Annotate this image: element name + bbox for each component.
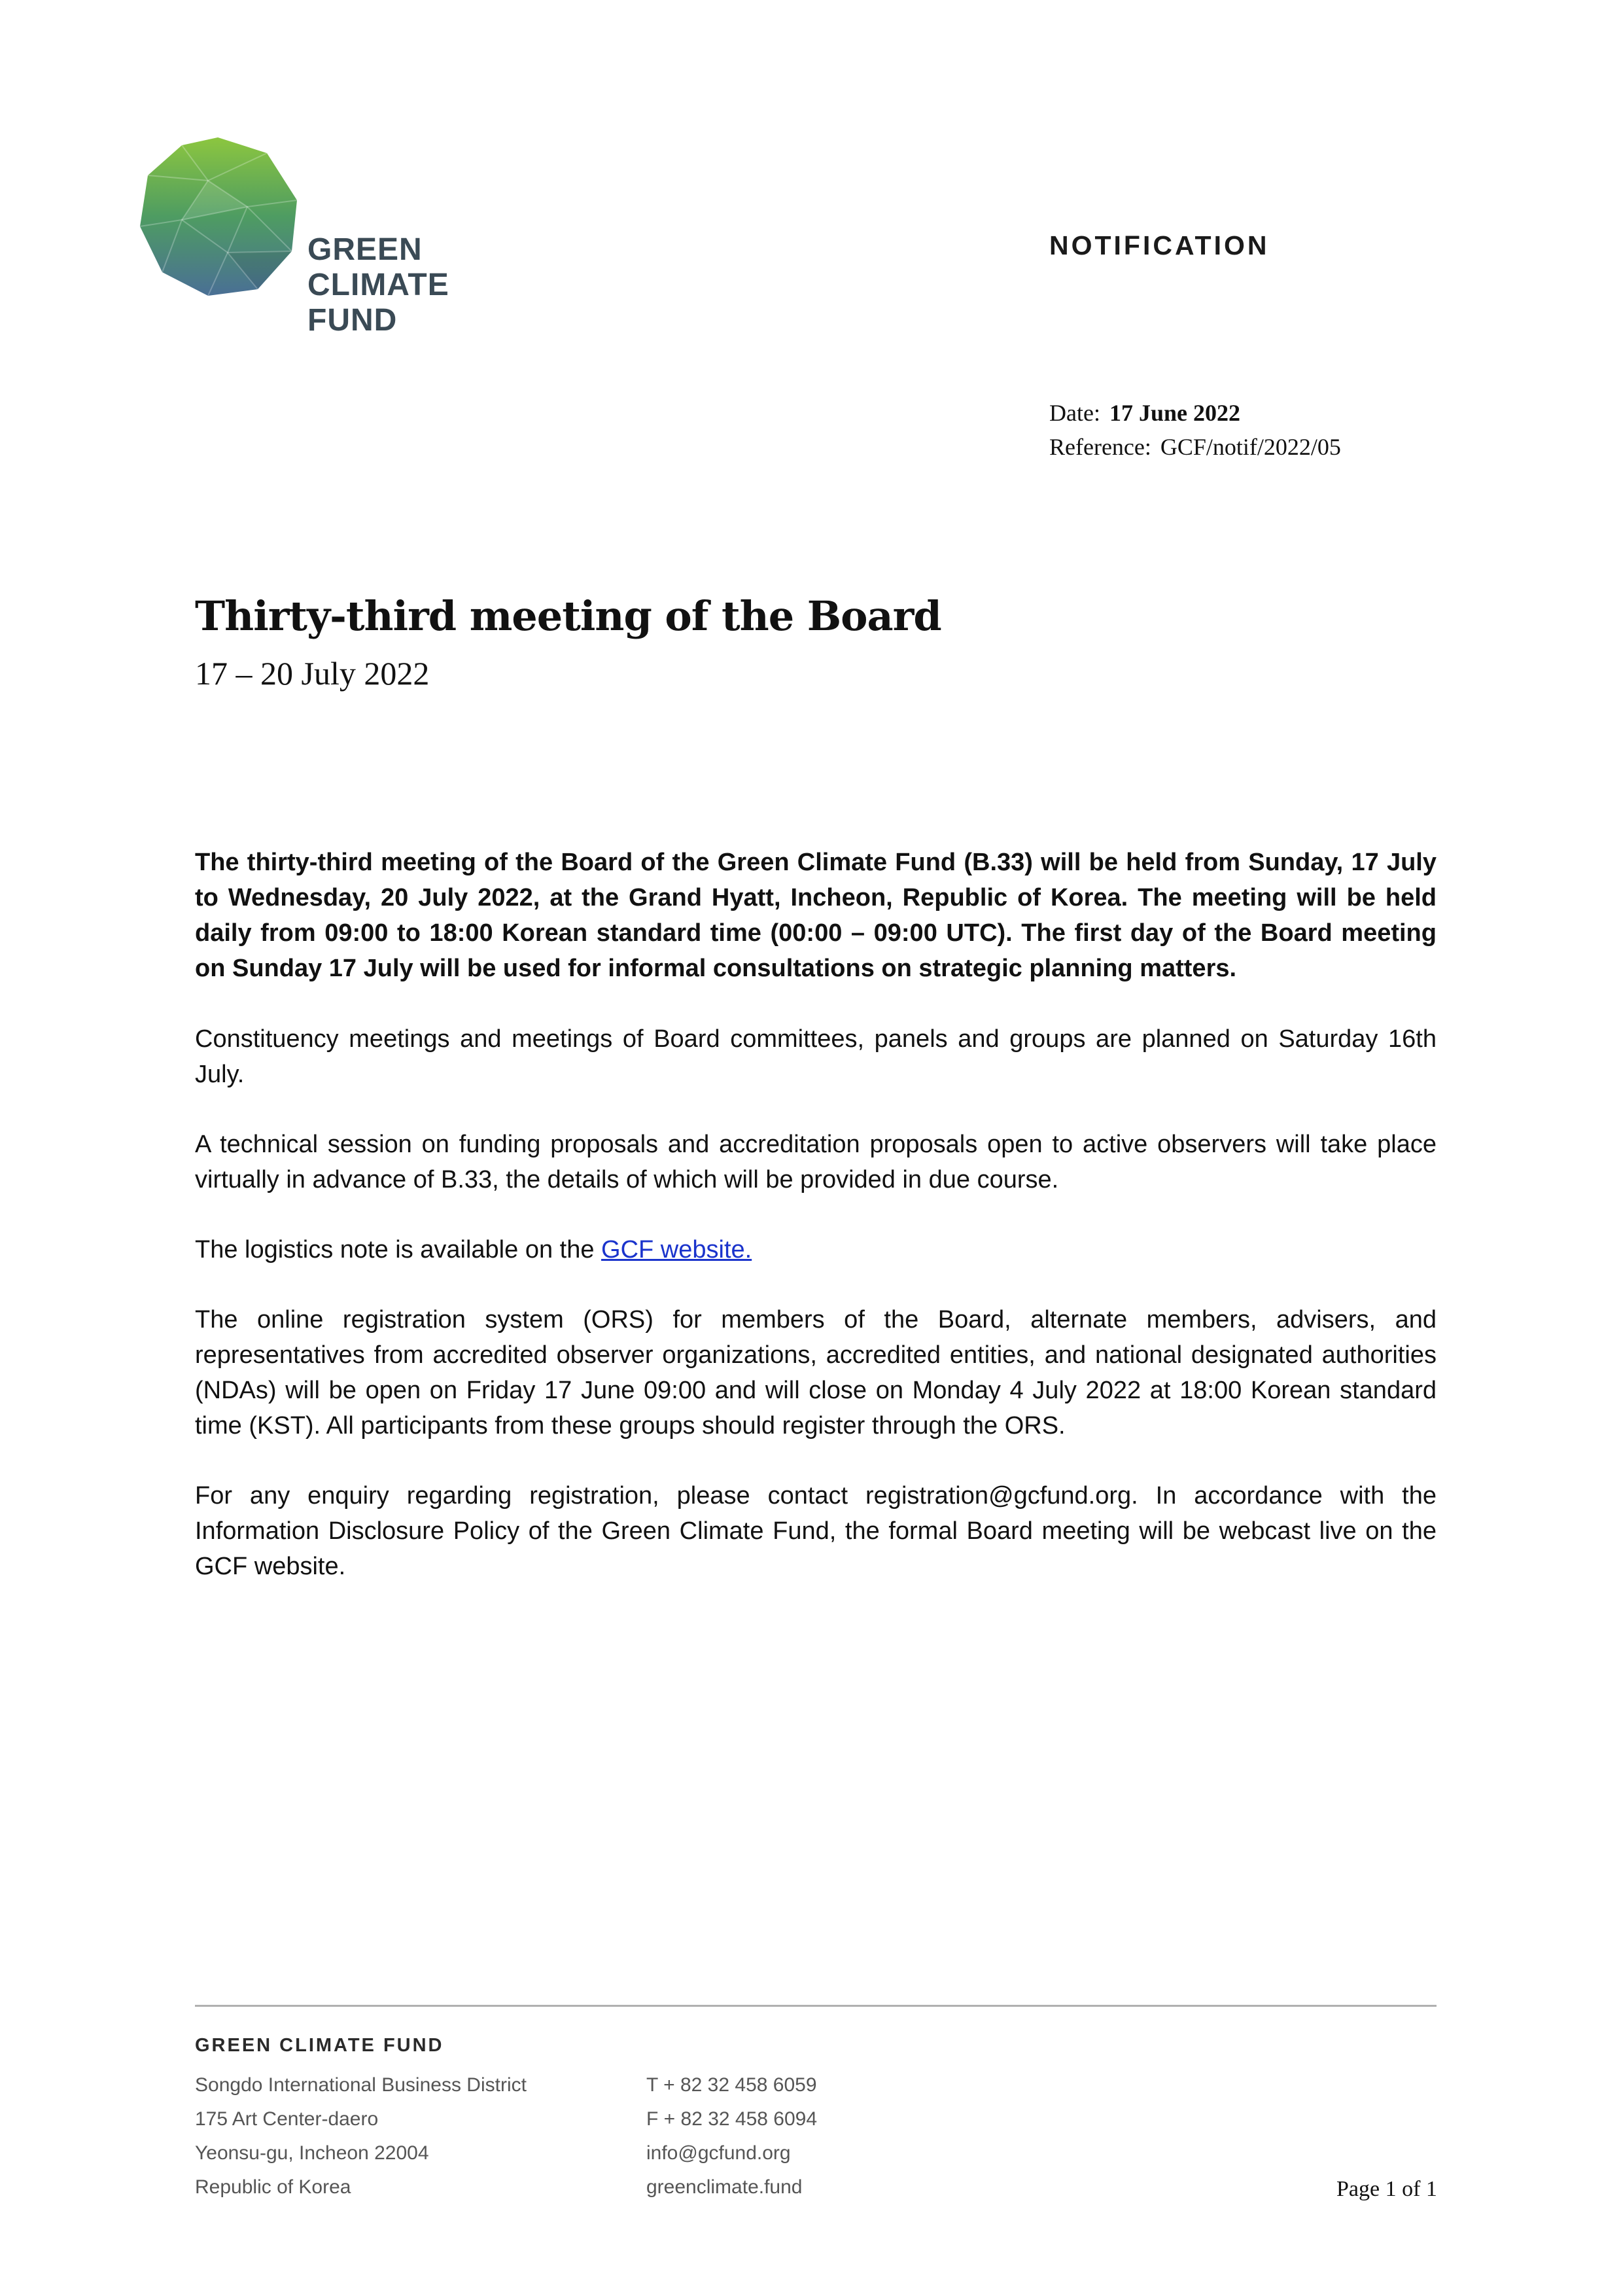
paragraph-6: For any enquiry regarding registration, please contact registration@gcfund.org. In accordance with the Information Disclosure Policy of the Green Climate Fund, the formal Board meeting will be webcast live on the GCF website. — [195, 1482, 1437, 1580]
notification-heading: NOTIFICATION — [1049, 230, 1270, 260]
footer-address-line: Yeonsu-gu, Incheon 22004 — [195, 2142, 429, 2164]
footer-address-line: Republic of Korea — [195, 2176, 351, 2198]
logo-line-3: FUND — [307, 303, 398, 338]
footer-divider — [195, 2005, 1437, 2007]
reference-label: Reference: — [1049, 434, 1151, 460]
logo-line-2: CLIMATE — [307, 268, 449, 302]
page-subtitle: 17 – 20 July 2022 — [195, 655, 430, 692]
paragraph-5: The online registration system (ORS) for members of the Board, alternate members, advisers, and representatives from accredited observer organizations, accredited entities, and national designated authorities (NDAs) will be open on Friday 17 June 09:00 and will close on Monday 4 July 2022 at 18:00 Korean standard time (KST). All participants from these groups should register through the ORS. — [195, 1306, 1437, 1439]
paragraph-2: Constituency meetings and meetings of Board committees, panels and groups are planned on Saturday 16th July. — [195, 1025, 1437, 1088]
page-title: Thirty-third meeting of the Board — [195, 592, 941, 640]
reference-line — [1049, 433, 1341, 461]
date-label: Date: — [1049, 400, 1100, 426]
paragraph-4 — [195, 1232, 1437, 1267]
paragraph-1: The thirty-third meeting of the Board of the Green Climate Fund (B.33) will be held from Sunday, 17 July to Wednesday, 20 July 2022, at the Grand Hyatt, Incheon, Republic of Korea. The meeting will be held daily from 09:00 to 18:00 Korean standard time (00:00 – 09:00 UTC). The first day of the Board meeting on Sunday 17 July will be used for informal consultations on strategic planning matters. — [195, 849, 1437, 982]
reference-value: GCF/notif/2022/05 — [1160, 434, 1341, 460]
logo-wordmark — [307, 232, 517, 338]
date-value: 17 June 2022 — [1109, 400, 1240, 426]
paragraph-4-text: The logistics note is available on the — [195, 1236, 602, 1263]
footer-address-line: Songdo International Business District — [195, 2074, 527, 2096]
paragraph-3: A technical session on funding proposals and accreditation proposals open to active observers will take place virtually in advance of B.33, the details of which will be provided in due course. — [195, 1131, 1437, 1193]
date-line — [1049, 399, 1240, 427]
gcf-logo-icon — [136, 135, 300, 298]
footer-org-name: GREEN CLIMATE FUND — [195, 2035, 444, 2056]
logo-line-1: GREEN — [307, 232, 423, 267]
footer-email-link[interactable]: info@gcfund.org — [646, 2142, 791, 2164]
page-number: Page 1 of 1 — [1336, 2177, 1437, 2201]
footer-phone: T + 82 32 458 6059 — [646, 2074, 817, 2096]
footer-address-line: 175 Art Center-daero — [195, 2108, 379, 2130]
footer-website-link[interactable]: greenclimate.fund — [646, 2176, 803, 2198]
footer-fax: F + 82 32 458 6094 — [646, 2108, 818, 2130]
gcf-website-link[interactable]: GCF website. — [601, 1236, 752, 1263]
